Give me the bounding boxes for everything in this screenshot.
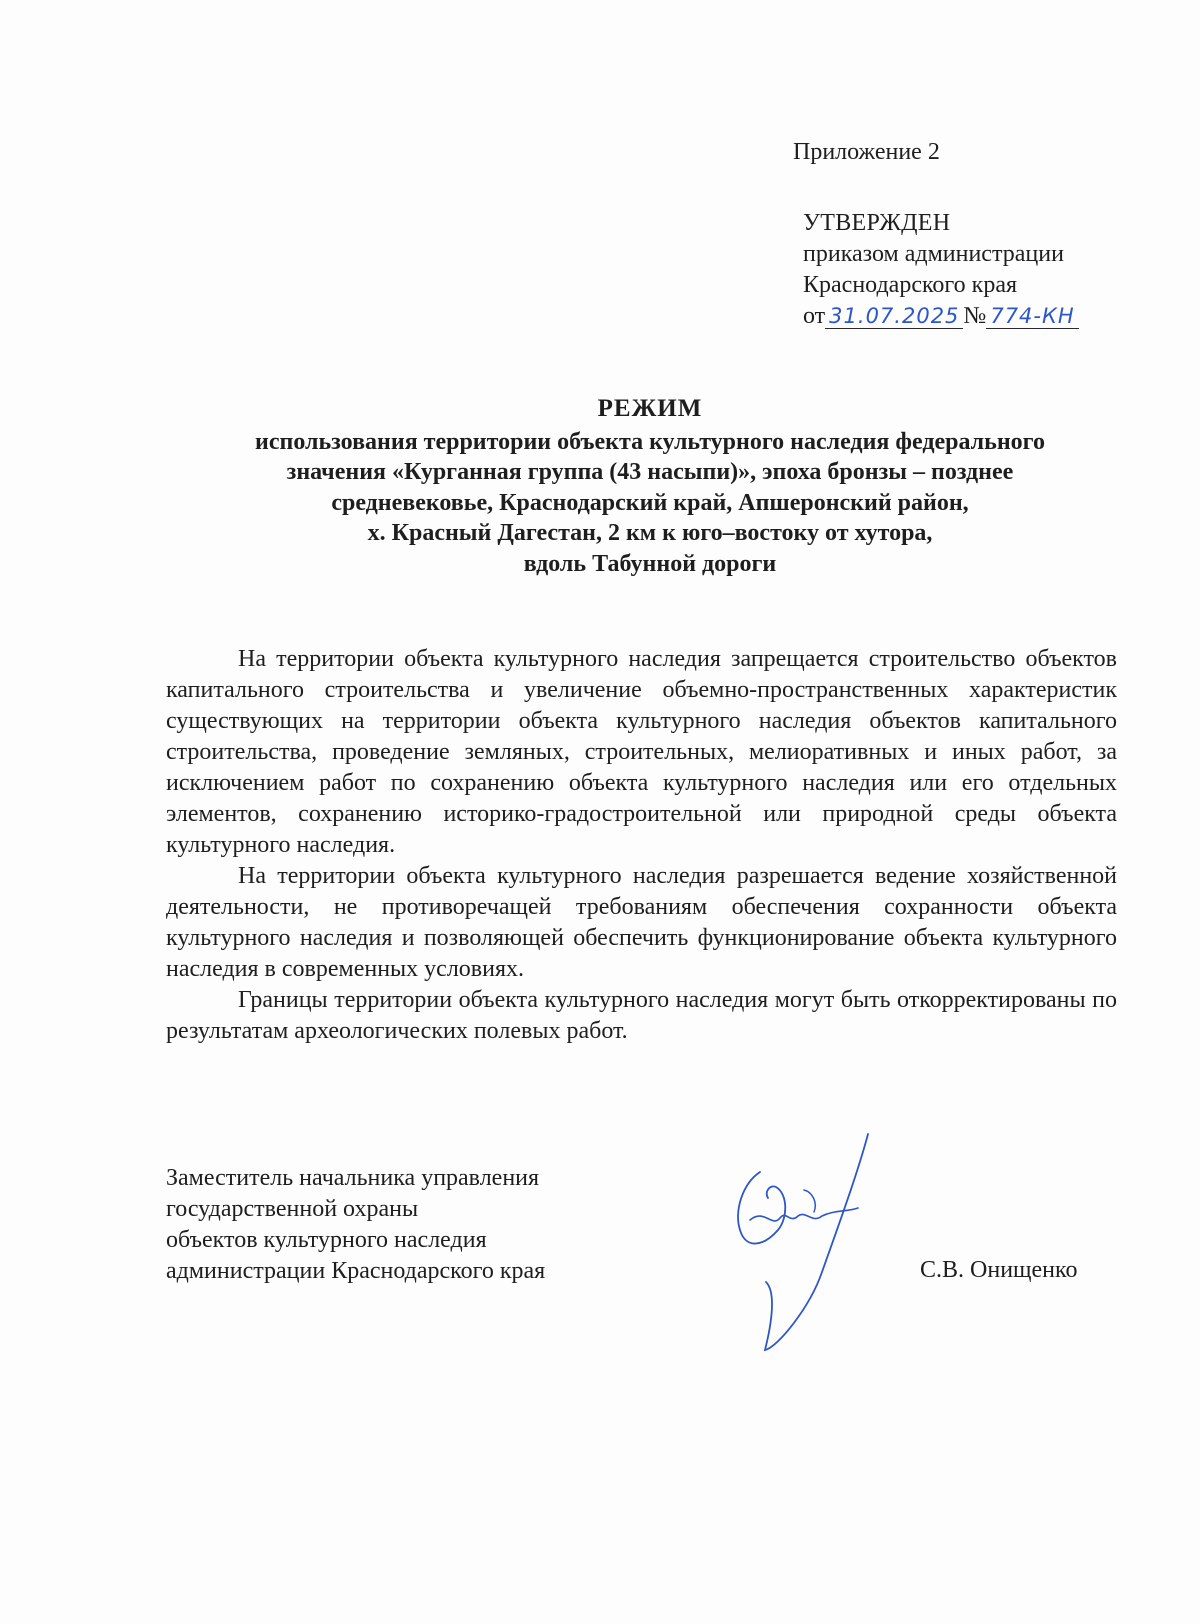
signer-position [166,1163,545,1287]
signer-position-line: Заместитель начальника управления [166,1165,540,1191]
approved-heading: УТВЕРЖДЕН [803,210,951,236]
number-prefix: № [963,303,987,329]
signer-name: С.В. Онищенко [920,1257,1078,1283]
title-line: х. Красный Дагестан, 2 км к юго–востоку от хутора, [367,520,933,546]
signer-position-line: государственной охраны [166,1196,419,1222]
handwritten-order-number: 774-КН [986,304,1078,329]
annex-label: Приложение 2 [793,139,940,165]
title-line: средневековье, Краснодарский край, Апшеронский район, [331,489,969,516]
signer-position-line: администрации Краснодарского края [166,1258,546,1284]
approved-by-line-1: приказом администрации [803,241,1064,267]
body-paragraph: Границы территории объекта культурного наследия могут быть откорректированы по результатам археологических полевых работ. [166,987,1117,1044]
body-paragraph: На территории объекта культурного наследия запрещается строительство объектов капитального строительства и увеличение объемно-пространственных характеристик существующих на территории объекта культурного наследия объектов капитального строительства, проведение земляных, строительных, мелиоративных и иных работ, за исключением работ по сохранению объекта культурного наследия или его отдельных элементов, сохранению историко-градостроительной или природной среды объекта культурного наследия. [166,646,1117,858]
order-date-number-line [803,301,1079,332]
title-line: вдоль Табунной дороги [523,550,777,577]
body-paragraph: На территории объекта культурного наследия разрешается ведение хозяйственной деятельности, не противоречащей требованиям обеспечения сохранности объекта культурного наследия и позволяющей обеспечить функционирование объекта культурного наследия в современных условиях. [166,863,1117,982]
title-main: РЕЖИМ [597,395,703,422]
approved-by-line-2: Краснодарского края [803,272,1018,298]
document-title [170,394,1130,579]
handwritten-date: 31.07.2025 [825,304,963,329]
approval-block [803,208,1079,332]
handwritten-signature [730,1132,870,1352]
signer-position-line: объектов культурного наследия [166,1227,487,1253]
date-prefix: от [803,303,826,329]
title-line: значения «Курганная группа (43 насыпи)», эпоха бронзы – позднее [286,459,1014,485]
body-text [166,644,1117,1047]
title-line: использования территории объекта культурного наследия федерального [255,428,1045,455]
